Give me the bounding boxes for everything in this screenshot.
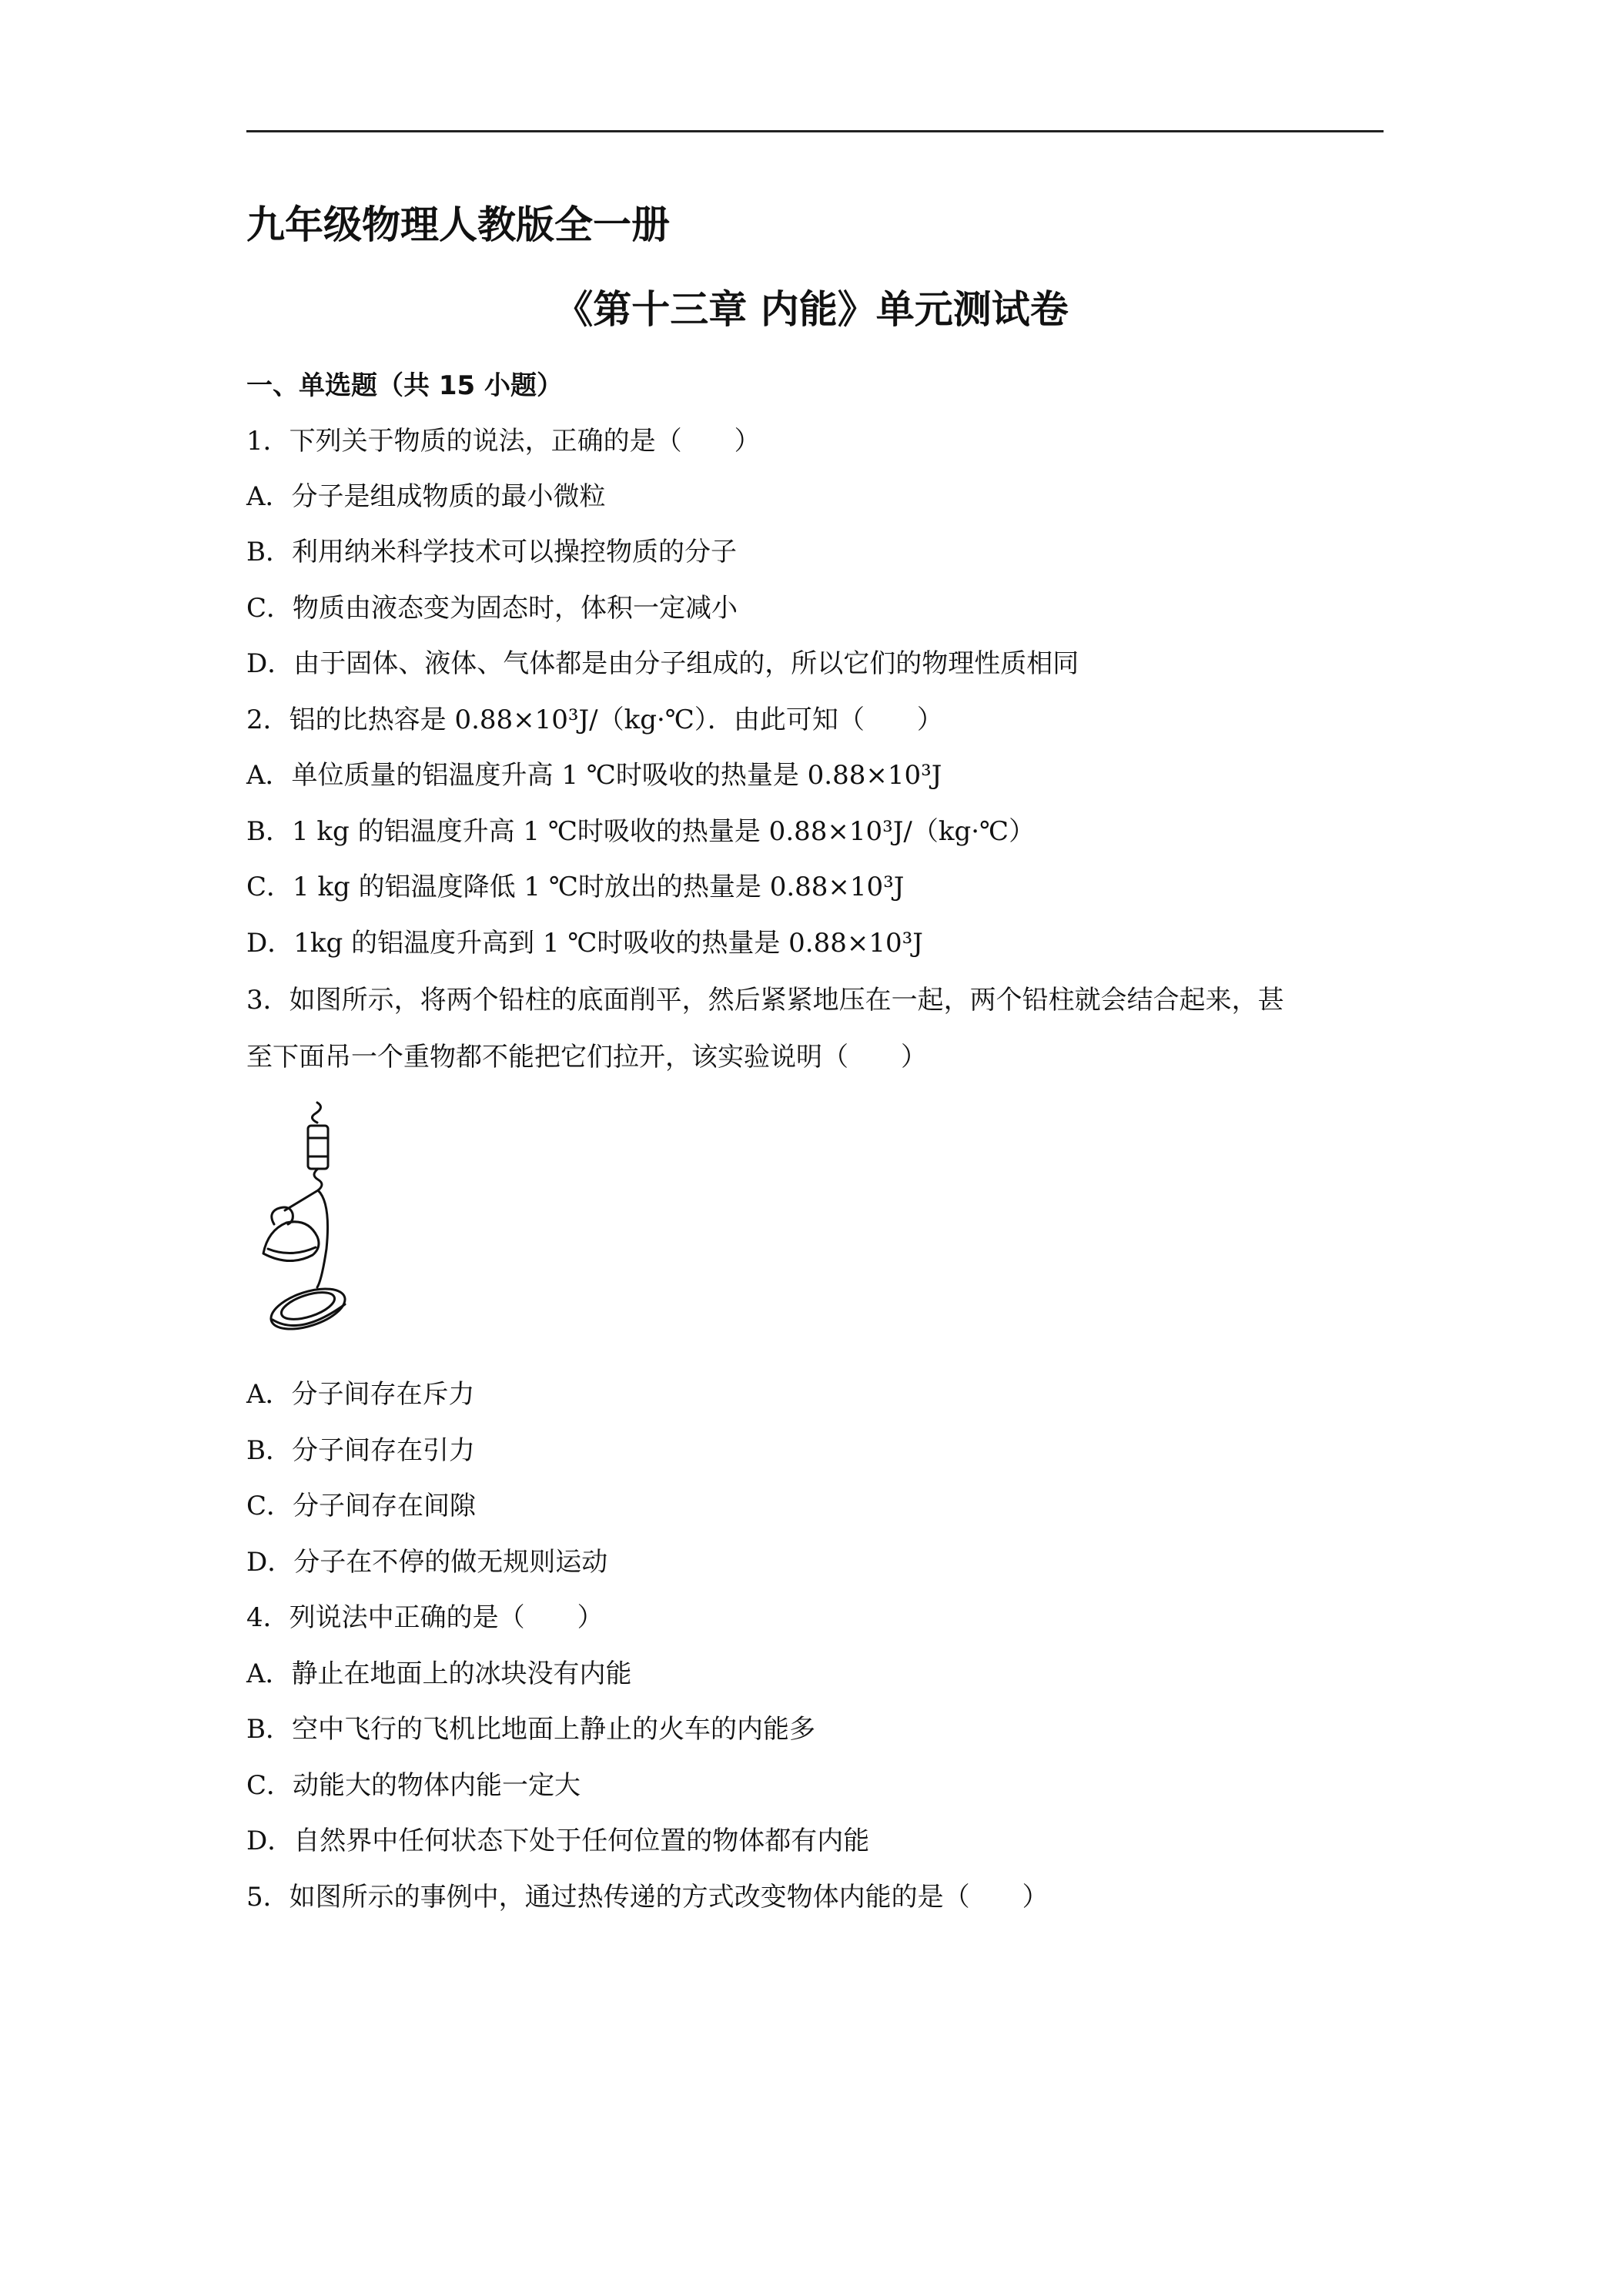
question-4-option-c: C．动能大的物体内能一定大 — [246, 1770, 581, 1801]
question-1-option-c: C．物质由液态变为固态时，体积一定减小 — [246, 593, 738, 624]
document-title: 九年级物理人教版全一册 — [246, 202, 670, 247]
question-5-stem: 5．如图所示的事例中，通过热传递的方式改变物体内能的是（ ） — [246, 1882, 1049, 1913]
document-subtitle: 《第十三章 内能》单元测试卷 — [554, 287, 1069, 332]
question-3-option-a: A．分子间存在斥力 — [246, 1379, 475, 1410]
question-2-option-a: A．单位质量的铝温度升高 1 ℃时吸收的热量是 0.88×10³J — [246, 760, 942, 791]
question-2-option-d: D．1kg 的铝温度升高到 1 ℃时吸收的热量是 0.88×10³J — [246, 928, 923, 959]
question-2-option-b: B．1 kg 的铝温度升高 1 ℃时吸收的热量是 0.88×10³J/（kg·℃） — [246, 816, 1036, 847]
question-3-stem-line-2: 至下面吊一个重物都不能把它们拉开，该实验说明（ ） — [246, 1042, 927, 1073]
question-1-option-b: B．利用纳米科学技术可以操控物质的分子 — [246, 537, 737, 567]
lead-cylinders-figure — [246, 1095, 370, 1341]
header-rule — [246, 130, 1384, 132]
question-1-option-a: A．分子是组成物质的最小微粒 — [246, 481, 606, 512]
question-4-option-a: A．静止在地面上的冰块没有内能 — [246, 1658, 632, 1689]
question-3-option-d: D．分子在不停的做无规则运动 — [246, 1547, 608, 1578]
question-3-option-b: B．分子间存在引力 — [246, 1435, 475, 1466]
question-4-stem: 4．列说法中正确的是（ ） — [246, 1602, 604, 1633]
question-4-option-d: D．自然界中任何状态下处于任何位置的物体都有内能 — [246, 1826, 870, 1856]
question-2-option-c: C．1 kg 的铝温度降低 1 ℃时放出的热量是 0.88×10³J — [246, 872, 905, 902]
question-4-option-b: B．空中飞行的飞机比地面上静止的火车的内能多 — [246, 1714, 815, 1745]
question-1-option-d: D．由于固体、液体、气体都是由分子组成的，所以它们的物理性质相同 — [246, 648, 1079, 679]
question-3-stem-line-1: 3．如图所示，将两个铅柱的底面削平，然后紧紧地压在一起，两个铅柱就会结合起来，甚 — [246, 985, 1284, 1016]
section-heading: 一、单选题（共 15 小题） — [246, 370, 563, 401]
question-1-stem: 1．下列关于物质的说法，正确的是（ ） — [246, 426, 761, 457]
question-2-stem: 2．铝的比热容是 0.88×10³J/（kg·℃）．由此可知（ ） — [246, 705, 943, 735]
question-3-option-c: C．分子间存在间隙 — [246, 1491, 477, 1521]
